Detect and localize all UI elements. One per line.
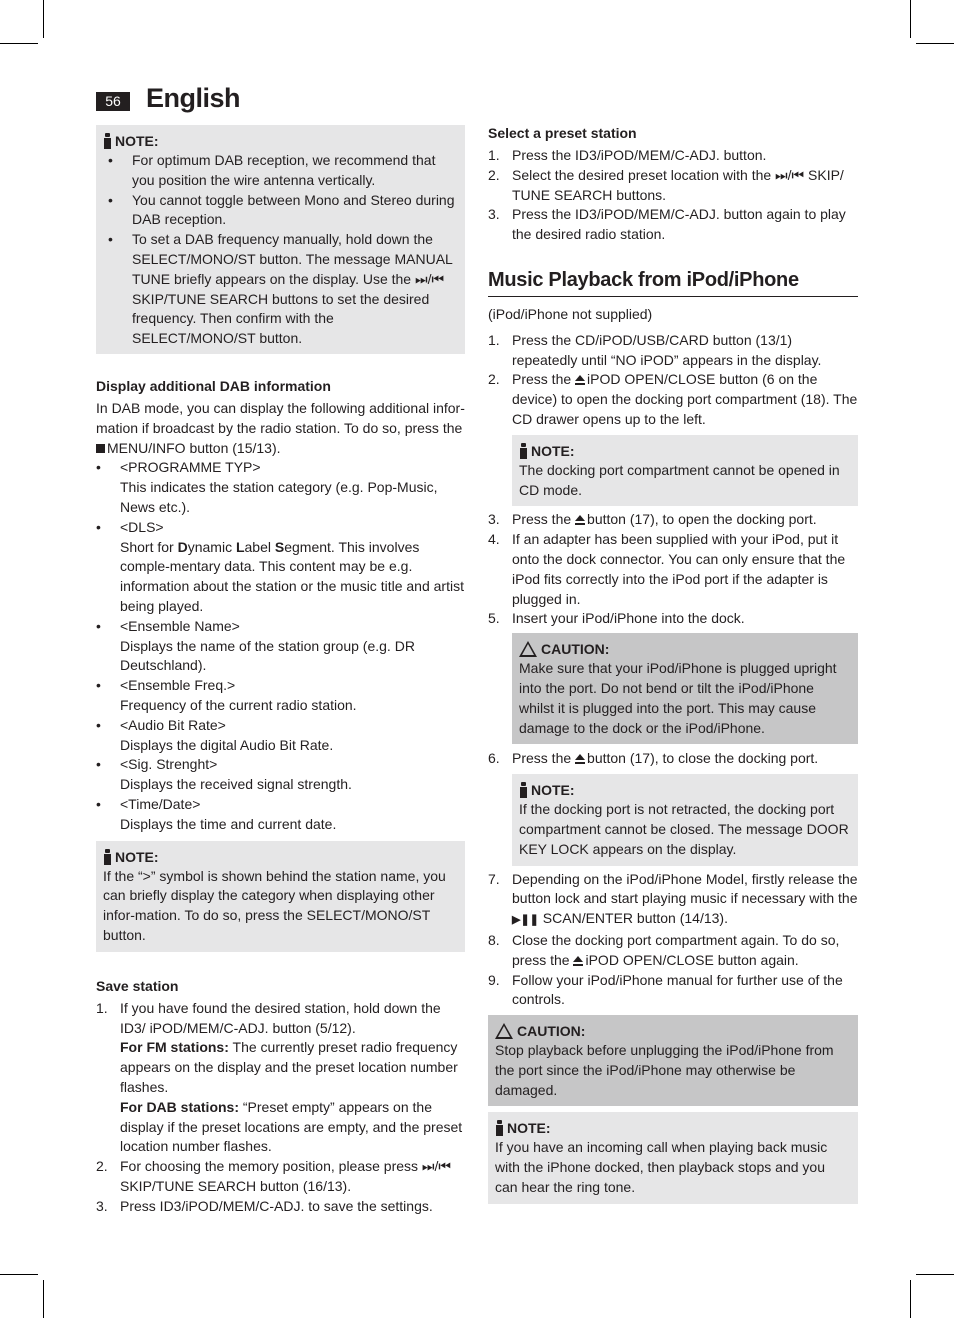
paragraph: In DAB mode, you can display the following additional infor-mation if broadcast by the radio station. To do so, press the MENU/INFO button (15/13). xyxy=(96,400,465,456)
paragraph: (iPod/iPhone not supplied) xyxy=(488,305,653,322)
list-item: 1. Press the CD/iPOD/USB/CARD button (13/1) repeatedly until “NO iPOD” appears in the display. xyxy=(488,331,822,368)
list-item: 9. Follow your iPod/iPhone manual for further use of the controls. xyxy=(488,971,843,1008)
note-title: NOTE: xyxy=(115,133,159,149)
note-title: NOTE: xyxy=(531,782,575,799)
page-title: English xyxy=(146,83,241,113)
eject-icon xyxy=(575,375,585,385)
eject-icon xyxy=(575,515,585,525)
note-box: NOTE: If the docking port is not retracted, the docking port compartment cannot be closed. The message DOOR KEY LOCK appears on the display. xyxy=(512,774,858,865)
list-item: 3. Press ID3/iPOD/MEM/C-ADJ. to save the settings. xyxy=(96,1197,433,1214)
list-item: • You cannot toggle between Mono and Stereo during DAB reception. xyxy=(108,191,455,228)
list-item: • <Audio Bit Rate> Displays the digital Audio Bit Rate. xyxy=(96,716,334,753)
list-item: • <Sig. Strenght> Displays the received signal strength. xyxy=(96,756,352,793)
page-number: 56 xyxy=(96,92,130,111)
note-box: NOTE: If you have an incoming call when playing back music with the iPhone docked, then playback stops and you can hear the ring tone. xyxy=(488,1112,858,1203)
list-item: 8. Close the docking port compartment again. To do so, press the iPOD OPEN/CLOSE button again. xyxy=(488,931,840,968)
crop-mark xyxy=(910,0,911,38)
section-heading: Select a preset station xyxy=(488,125,637,141)
list-item: • <Time/Date> Displays the time and current date. xyxy=(96,795,337,832)
eject-icon xyxy=(573,956,583,966)
list-item: 4. If an adapter has been supplied with your iPod, put it onto the dock connector. You can only ensure that the iPod fits correctly into the iPod port if the adapter is plugged in. xyxy=(488,531,846,607)
caution-title: CAUTION: xyxy=(541,641,610,658)
caution-title: CAUTION: xyxy=(517,1023,586,1040)
note-title: NOTE: xyxy=(507,1120,551,1137)
right-column xyxy=(488,123,858,1204)
info-icon xyxy=(103,849,112,865)
info-icon xyxy=(495,1120,504,1136)
list-item: 2. Select the desired preset location with the ⏭/⏮ SKIP/ TUNE SEARCH buttons. xyxy=(488,166,844,203)
list-item: 7. Depending on the iPod/iPhone Model, firstly release the button lock and start playing music if necessary with the ▶❚❚ SCAN/ENTER button (14/13). xyxy=(488,870,858,927)
list-item: 1. If you have found the desired station, hold down the ID3/ iPOD/MEM/C-ADJ. button (5/12). For FM stations: The currently preset radio frequency appears on the display and the preset location number flashes. For DAB stations: “Preset empty” appears on the display if the preset locations are empty, and the preset location number flashes. xyxy=(96,999,463,1155)
crop-mark xyxy=(0,43,38,44)
list-item: 3. Press the button (17), to open the docking port. xyxy=(488,511,817,528)
crop-mark xyxy=(43,0,44,38)
list-item: • <Ensemble Name> Displays the name of the station group (e.g. DR Deutschland). xyxy=(96,617,415,674)
info-icon xyxy=(519,443,528,459)
list-item: • <Ensemble Freq.> Frequency of the current radio station. xyxy=(96,677,357,713)
list-item: • To set a DAB frequency manually, hold down the SELECT/MONO/ST button. The message MANUAL TUNE briefly appears on the display. Use the ⏭/⏮ SKIP/TUNE SEARCH buttons to set the desired frequency. Then confirm with the SELECT/MONO/ST button. xyxy=(108,231,453,347)
warning-icon xyxy=(519,641,537,657)
crop-mark xyxy=(910,1280,911,1318)
crop-mark xyxy=(43,1280,44,1318)
left-column xyxy=(96,125,465,1216)
list-item: 3. Press the ID3/iPOD/MEM/C-ADJ. button again to play the desired radio station. xyxy=(488,206,846,243)
list-item: 1. Press the ID3/iPOD/MEM/C-ADJ. button. xyxy=(488,147,767,163)
list-item: 2. Press the iPOD OPEN/CLOSE button (6 on the device) to open the docking port compartment (18). The CD drawer opens up to the left. xyxy=(488,371,858,427)
crop-mark xyxy=(916,1274,954,1275)
list-item: • <PROGRAMME TYP> This indicates the station category (e.g. Pop-Music, News etc.). xyxy=(96,459,438,515)
section-heading: Save station xyxy=(96,977,179,994)
note-box xyxy=(96,125,465,354)
note-box: NOTE: The docking port compartment cannot be opened in CD mode. xyxy=(512,435,858,507)
note-title: NOTE: xyxy=(115,848,159,865)
list-item: 5. Insert your iPod/iPhone into the dock. xyxy=(488,610,745,627)
warning-icon xyxy=(495,1023,513,1039)
list-item: 6. Press the button (17), to close the docking port. xyxy=(488,750,819,767)
list-item: • <DLS> Short for Dynamic Label Segment. This involves comple-mentary data. This content may be e.g. information about the station or the music title and artist being played. xyxy=(96,518,464,614)
crop-mark xyxy=(916,43,954,44)
info-icon xyxy=(103,133,112,149)
list-item: • For optimum DAB reception, we recommend that you position the wire antenna vertically. xyxy=(108,152,436,188)
caution-box: CAUTION: Make sure that your iPod/iPhone is plugged upright into the port. Do not bend or tilt the iPod/iPhone whilst it is plugged into the port. This may cause damage to the dock or the iPod/iPhone. xyxy=(512,633,858,744)
list-item: 2. For choosing the memory position, please press ⏭/⏮ SKIP/TUNE SEARCH button (16/13). xyxy=(96,1158,452,1194)
crop-mark xyxy=(0,1274,38,1275)
section-heading: Music Playback from iPod/iPhone xyxy=(488,267,858,297)
section-heading: Display additional DAB information xyxy=(96,378,331,394)
note-title: NOTE: xyxy=(531,442,575,459)
note-box: NOTE: If the “>” symbol is shown behind the station name, you can briefly display the category when displaying other infor-mation. To do so, press the SELECT/MONO/ST button. xyxy=(96,841,465,952)
eject-icon xyxy=(575,754,585,764)
play-pause-icon: ▶❚❚ xyxy=(512,914,539,927)
caution-box: CAUTION: Stop playback before unplugging the iPod/iPhone from the port since the iPod/iPhone may otherwise be damaged. xyxy=(488,1015,858,1106)
menu-square-icon xyxy=(96,444,105,453)
info-icon xyxy=(519,782,528,798)
